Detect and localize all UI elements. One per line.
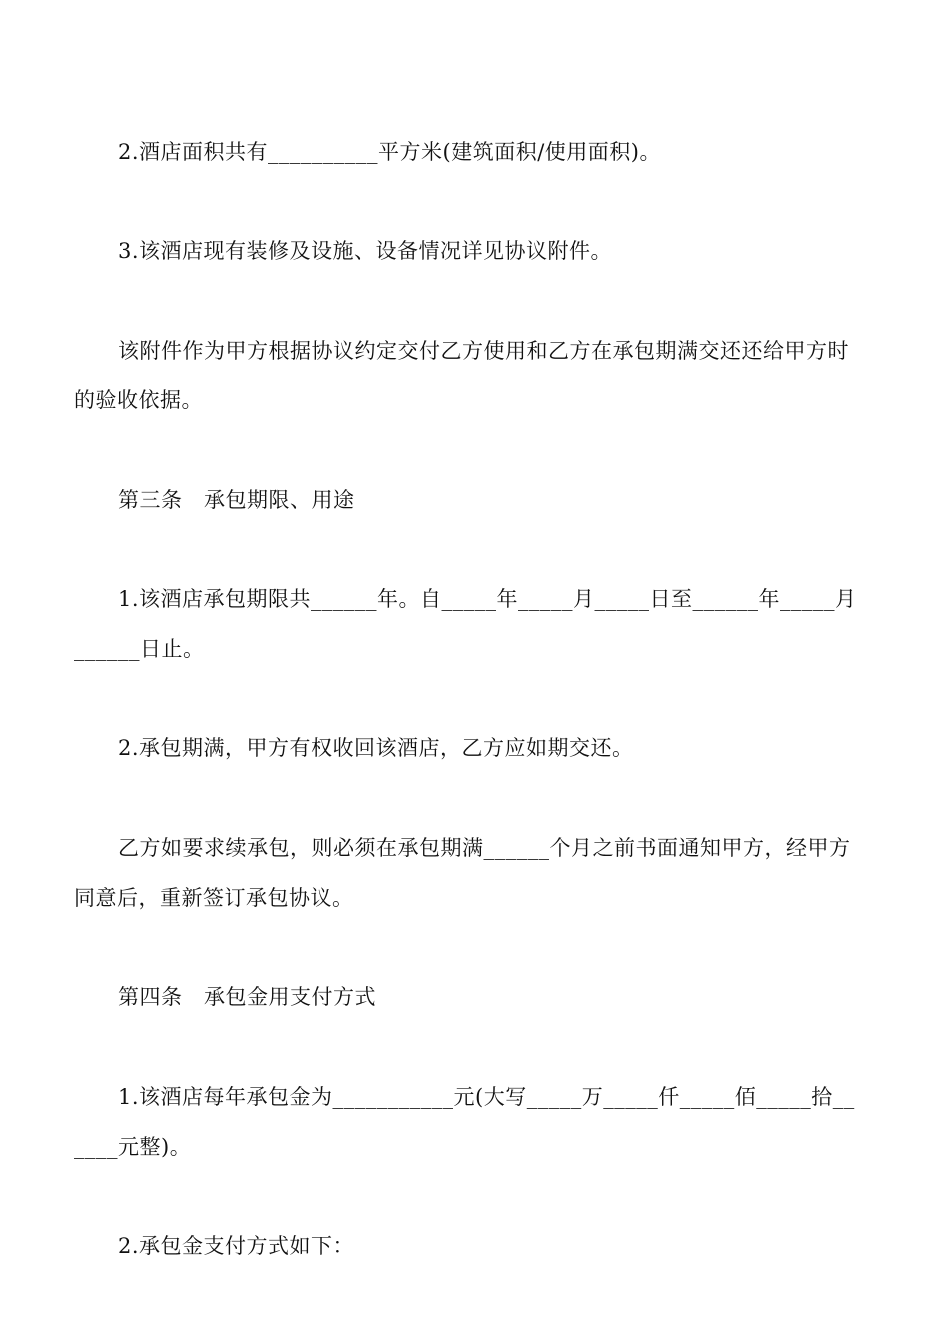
clause-item-area: 2.酒店面积共有__________平方米(建筑面积/使用面积)。 <box>118 140 661 164</box>
article-3-item-1-line-2: ______日止。 <box>74 637 205 661</box>
article-3-item-2: 2.承包期满，甲方有权收回该酒店，乙方应如期交还。 <box>118 736 634 760</box>
article-3-heading: 第三条 承包期限、用途 <box>118 488 355 512</box>
clause-item-facilities: 3.该酒店现有装修及设施、设备情况详见协议附件。 <box>118 239 613 263</box>
annex-paragraph-line-1: 该附件作为甲方根据协议约定交付乙方使用和乙方在承包期满交还还给甲方时 <box>118 339 849 363</box>
article-4-item-1-line-2: ____元整)。 <box>74 1135 192 1159</box>
article-4-heading: 第四条 承包金用支付方式 <box>118 985 377 1009</box>
article-3-item-1-line-1: 1.该酒店承包期限共______年。自_____年_____月_____日至______年_____月 <box>118 587 857 611</box>
article-4-item-1-line-1: 1.该酒店每年承包金为___________元(大写_____万_____仟_____佰_____拾__ <box>118 1085 855 1109</box>
article-4-item-2: 2.承包金支付方式如下： <box>118 1234 355 1258</box>
renewal-paragraph-line-2: 同意后，重新签订承包协议。 <box>74 886 354 910</box>
renewal-paragraph-line-1: 乙方如要求续承包，则必须在承包期满______个月之前书面通知甲方，经甲方 <box>118 836 851 860</box>
annex-paragraph-line-2: 的验收依据。 <box>74 388 203 412</box>
